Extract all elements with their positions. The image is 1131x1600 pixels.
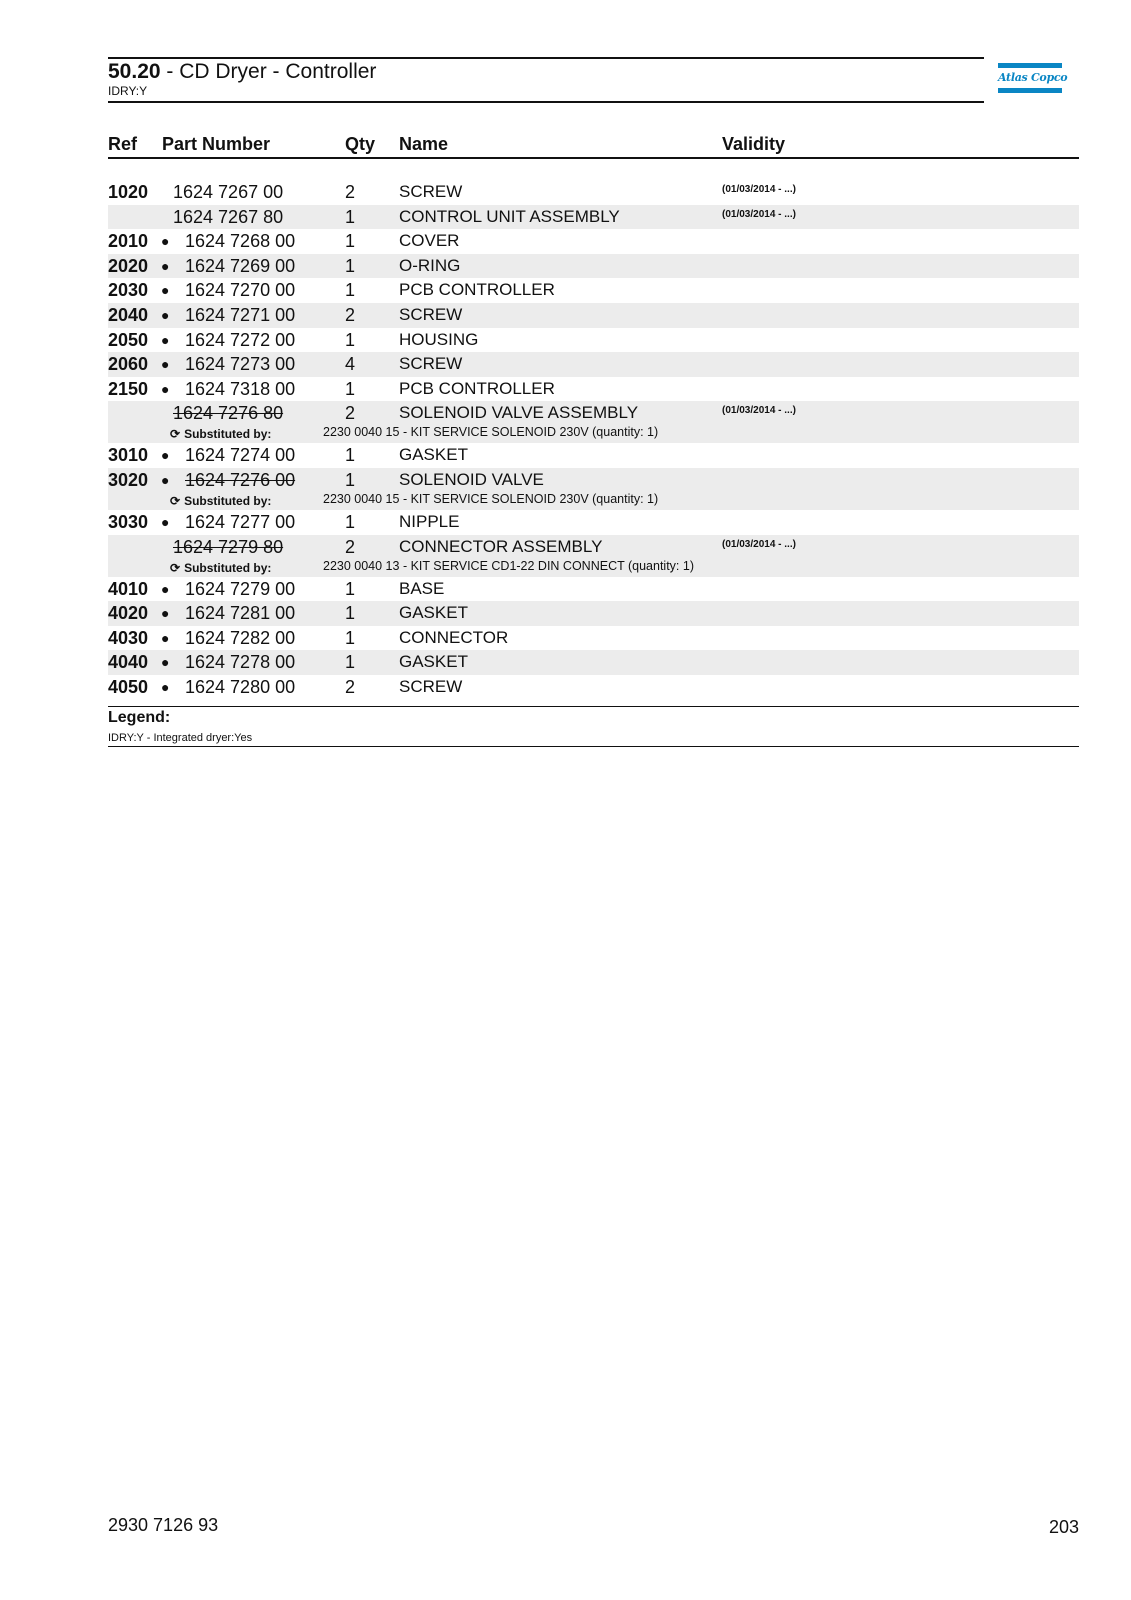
ref-cell: 3010 — [108, 445, 149, 466]
atlas-copco-logo — [998, 63, 1068, 95]
validity-cell: (01/03/2014 - ...) — [722, 538, 796, 550]
refresh-icon: ⟳ — [170, 560, 181, 575]
qty-cell: 1 — [345, 627, 356, 648]
validity-cell: (01/03/2014 - ...) — [722, 208, 796, 220]
logo-bar-top — [998, 63, 1062, 68]
part-number-cell: 1624 7269 00 — [185, 255, 296, 276]
ref-cell: 2030 — [108, 280, 149, 301]
part-number-cell: 1624 7279 80 — [173, 536, 284, 557]
part-number-cell: 1624 7276 00 — [185, 469, 296, 490]
name-cell: GASKET — [399, 652, 468, 672]
document-number: 2930 7126 93 — [108, 1515, 219, 1535]
validity-cell: (01/03/2014 - ...) — [722, 405, 796, 417]
name-cell: SOLENOID VALVE ASSEMBLY — [399, 403, 639, 423]
ref-cell: 4050 — [108, 676, 149, 697]
part-number-cell: 1624 7282 00 — [185, 627, 296, 648]
bullet-icon: ● — [161, 629, 170, 646]
bullet-icon: ● — [161, 678, 170, 695]
bullet-icon: ● — [161, 233, 170, 250]
bullet-icon: ● — [161, 471, 170, 488]
table-row — [108, 626, 1079, 651]
name-cell: CONNECTOR ASSEMBLY — [399, 536, 603, 556]
column-header-name: Name — [399, 134, 449, 154]
table-row — [108, 577, 1079, 602]
legend-rule — [108, 746, 1079, 747]
table-row — [108, 401, 1079, 443]
part-number-cell: 1624 7280 00 — [185, 676, 296, 697]
page-title — [108, 60, 376, 84]
qty-cell: 1 — [345, 578, 356, 599]
substituted-label — [170, 492, 271, 510]
qty-cell: 2 — [345, 536, 356, 557]
section-title: - CD Dryer - Controller — [160, 60, 377, 83]
ref-cell: 1020 — [108, 182, 149, 202]
name-cell: PCB CONTROLLER — [399, 280, 555, 300]
ref-cell: 2040 — [108, 304, 149, 325]
substituted-label-text: Substituted by: — [184, 560, 272, 575]
bullet-icon: ● — [161, 447, 170, 464]
name-cell: CONNECTOR — [399, 627, 509, 647]
qty-cell: 1 — [345, 469, 356, 490]
part-number-cell: 1624 7267 00 — [173, 182, 284, 202]
ref-cell: 2020 — [108, 255, 149, 276]
part-number-cell: 1624 7273 00 — [185, 354, 296, 375]
table-row — [108, 303, 1079, 328]
part-number-cell: 1624 7276 80 — [173, 403, 284, 424]
part-number-cell: 1624 7274 00 — [185, 445, 296, 466]
substituted-value: 2230 0040 13 - KIT SERVICE CD1-22 DIN CONNECT (quantity: 1) — [323, 558, 694, 573]
column-header-part-number: Part Number — [162, 134, 271, 154]
part-number-cell: 1624 7267 80 — [173, 206, 284, 227]
bullet-icon: ● — [161, 380, 170, 397]
qty-cell: 1 — [345, 652, 356, 673]
ref-cell: 3030 — [108, 511, 149, 532]
name-cell: COVER — [399, 231, 460, 251]
name-cell: SCREW — [399, 182, 463, 201]
table-row — [108, 205, 1079, 230]
part-number-cell: 1624 7271 00 — [185, 304, 296, 325]
part-number-cell: 1624 7278 00 — [185, 652, 296, 673]
logo-bar-bottom — [998, 88, 1062, 93]
bullet-icon: ● — [161, 331, 170, 348]
qty-cell: 1 — [345, 206, 356, 227]
name-cell: BASE — [399, 578, 445, 598]
table-row — [108, 328, 1079, 353]
bullet-icon: ● — [161, 282, 170, 299]
logo-text: Atlas Copco — [998, 71, 1068, 84]
column-header-validity: Validity — [722, 134, 786, 154]
name-cell: GASKET — [399, 603, 468, 623]
table-row — [108, 352, 1079, 377]
qty-cell: 1 — [345, 603, 356, 624]
bullet-icon: ● — [161, 356, 170, 373]
table-row — [108, 229, 1079, 254]
bullet-icon: ● — [161, 654, 170, 671]
legend-item: IDRY:Y - Integrated dryer:Yes — [108, 732, 253, 744]
qty-cell: 1 — [345, 280, 356, 301]
bullet-icon: ● — [161, 257, 170, 274]
name-cell: GASKET — [399, 445, 468, 465]
page-subtitle: IDRY:Y — [108, 84, 148, 98]
table-row — [108, 254, 1079, 279]
table-end-rule — [108, 706, 1079, 707]
qty-cell: 2 — [345, 676, 356, 697]
name-cell: O-RING — [399, 255, 461, 275]
column-header-qty: Qty — [345, 134, 376, 154]
bullet-icon: ● — [161, 513, 170, 530]
substituted-value: 2230 0040 15 - KIT SERVICE SOLENOID 230V (quantity: 1) — [323, 491, 659, 506]
table-row — [108, 535, 1079, 577]
substituted-label-text: Substituted by: — [184, 427, 272, 442]
qty-cell: 1 — [345, 231, 356, 252]
section-number: 50.20 — [108, 60, 161, 83]
substituted-label — [170, 559, 271, 577]
table-row — [108, 377, 1079, 402]
parts-table — [108, 180, 1079, 700]
table-row — [108, 180, 1079, 205]
bullet-icon: ● — [161, 580, 170, 597]
part-number-cell: 1624 7281 00 — [185, 603, 296, 624]
ref-cell: 4020 — [108, 603, 149, 624]
qty-cell: 1 — [345, 511, 356, 532]
refresh-icon: ⟳ — [170, 427, 181, 442]
page-number: 203 — [1048, 1517, 1079, 1537]
qty-cell: 4 — [345, 354, 356, 375]
table-row — [108, 650, 1079, 675]
table-row — [108, 601, 1079, 626]
table-row — [108, 510, 1079, 535]
ref-cell: 3020 — [108, 469, 149, 490]
qty-cell: 1 — [345, 255, 356, 276]
table-row — [108, 278, 1079, 303]
qty-cell: 1 — [345, 329, 356, 350]
name-cell: SCREW — [399, 676, 463, 696]
name-cell: PCB CONTROLLER — [399, 378, 555, 398]
name-cell: SOLENOID VALVE — [399, 469, 544, 489]
name-cell: SCREW — [399, 304, 463, 324]
header-bottom-rule — [108, 101, 984, 103]
bullet-icon: ● — [161, 605, 170, 622]
column-header-ref: Ref — [108, 134, 138, 154]
ref-cell: 2060 — [108, 354, 149, 375]
qty-cell: 2 — [345, 403, 356, 424]
substituted-label-text: Substituted by: — [184, 493, 272, 508]
name-cell: SCREW — [399, 354, 463, 374]
ref-cell: 2010 — [108, 231, 149, 252]
substituted-label — [170, 425, 271, 443]
table-row — [108, 468, 1079, 510]
substituted-value: 2230 0040 15 - KIT SERVICE SOLENOID 230V (quantity: 1) — [323, 425, 659, 440]
part-number-cell: 1624 7272 00 — [185, 329, 296, 350]
table-row — [108, 443, 1079, 468]
qty-cell: 1 — [345, 445, 356, 466]
qty-cell: 2 — [345, 304, 356, 325]
ref-cell: 2150 — [108, 378, 149, 399]
part-number-cell: 1624 7277 00 — [185, 511, 296, 532]
legend-title: Legend: — [108, 709, 171, 726]
part-number-cell: 1624 7268 00 — [185, 231, 296, 252]
ref-cell: 2050 — [108, 329, 149, 350]
ref-cell: 4040 — [108, 652, 149, 673]
qty-cell: 1 — [345, 378, 356, 399]
validity-cell: (01/03/2014 - ...) — [722, 184, 796, 195]
ref-cell: 4030 — [108, 627, 149, 648]
refresh-icon: ⟳ — [170, 493, 181, 508]
qty-cell: 2 — [345, 182, 356, 202]
part-number-cell: 1624 7318 00 — [185, 378, 296, 399]
part-number-cell: 1624 7279 00 — [185, 578, 296, 599]
bullet-icon: ● — [161, 306, 170, 323]
header-rule — [108, 157, 1079, 159]
table-row — [108, 675, 1079, 700]
header-top-rule — [108, 57, 984, 59]
part-number-cell: 1624 7270 00 — [185, 280, 296, 301]
ref-cell: 4010 — [108, 578, 149, 599]
name-cell: NIPPLE — [399, 511, 460, 531]
name-cell: HOUSING — [399, 329, 479, 349]
name-cell: CONTROL UNIT ASSEMBLY — [399, 206, 620, 226]
